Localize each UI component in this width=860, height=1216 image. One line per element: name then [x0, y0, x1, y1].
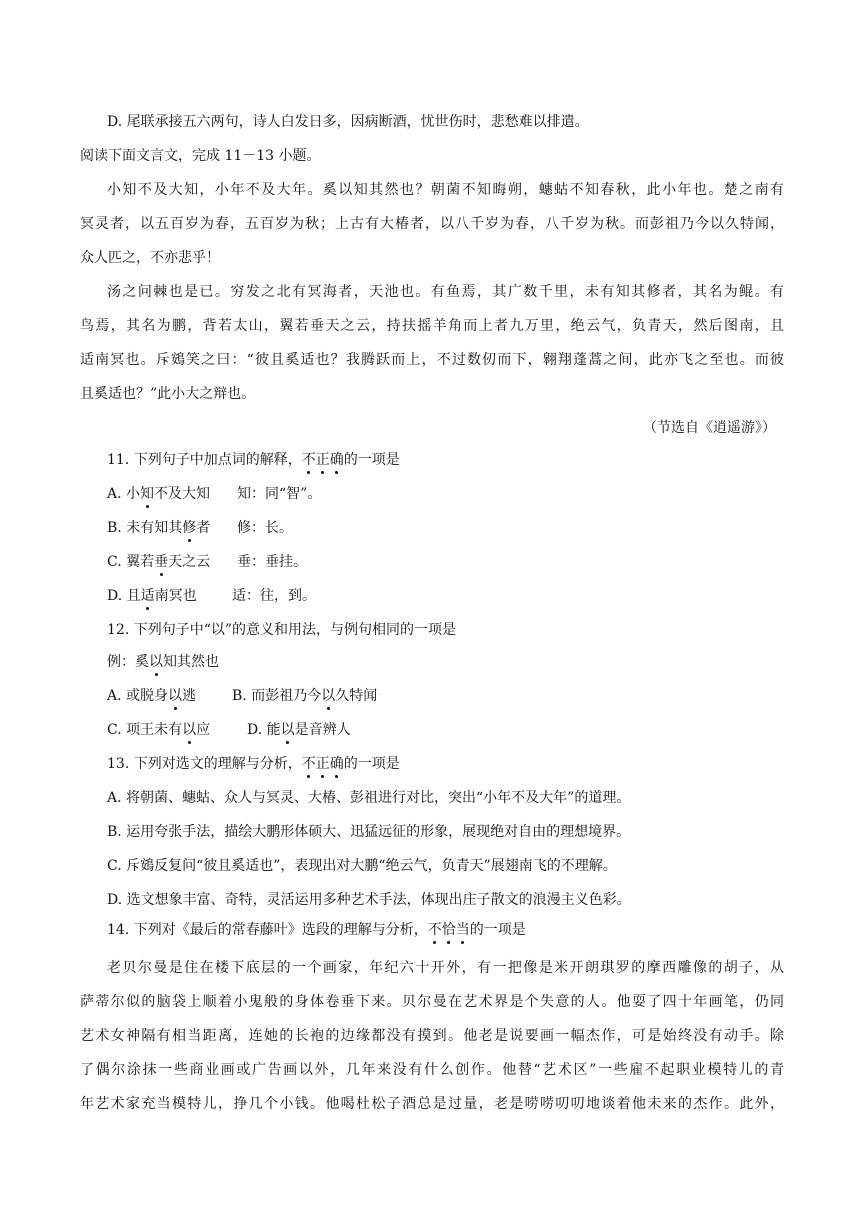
q11-option-a: A. 小知不及大知: [107, 486, 211, 502]
q14-passage-line: 年艺术家充当模特儿，挣几个小钱。他喝杜松子酒总是过量，老是唠唠叨叨地谈着他未来的杰作。此外，: [80, 1096, 784, 1112]
q12-example: 例：奚以知其然也: [107, 654, 219, 670]
q13-option-c: C. 斥鴳反复问“彼且奚适也”，表现出对大鹏“绝云气，负青天”展翅南飞的不理解。: [107, 858, 617, 874]
q12-option-c: C. 项王未有以应: [107, 722, 211, 738]
q14-passage-line: 萨蒂尔似的脑袋上顺着小鬼般的身体卷垂下来。贝尔曼在艺术界是个失意的人。他耍了四十年画笔，仍同: [80, 994, 784, 1010]
q13-stem: 13. 下列对选文的理解与分析，不正确的一项是: [107, 756, 400, 772]
q14-stem: 14. 下列对《最后的常春藤叶》选段的理解与分析，不恰当的一项是: [107, 922, 526, 938]
q14-passage-line: 了偶尔涂抹一些商业画或广告画以外，几年来没有什么创作。他替“艺术区”一些雇不起职业模特儿的青: [80, 1062, 784, 1078]
passage-p2-line: 且奚适也？”此小大之辩也。: [80, 386, 256, 402]
q11-option-b: B. 未有知其修者: [107, 520, 211, 536]
passage-p2-line: 汤之问棘也是已。穷发之北有冥海者，天池也。有鱼焉，其广数千里，未有知其修者，其名为鲲。有: [107, 284, 784, 300]
q12-option-d: D. 能以是音辨人: [247, 722, 351, 738]
q11-option-b-gloss: 修：长。: [237, 520, 293, 536]
q13-option-a: A. 将朝菌、蟪蛄、众人与冥灵、大椿、彭祖进行对比，突出“小年不及大年”的道理。: [107, 790, 631, 806]
q14-passage-line: 艺术女神隔有相当距离，连她的长袍的边缘都没有摸到。他老是说要画一幅杰作，可是始终没有动手。除: [80, 1028, 784, 1044]
q13-option-d: D. 选文想象丰富、奇特，灵活运用多种艺术手法，体现出庄子散文的浪漫主义色彩。: [107, 892, 631, 908]
q10-option-d: D. 尾联承接五六两句，诗人白发日多，因病断酒，忧世伤时，悲愁难以排遣。: [107, 114, 589, 130]
passage-source: （节选自《逍遥游》）: [643, 420, 776, 436]
q11-option-d: D. 且适南冥也: [107, 588, 197, 604]
q13-option-b: B. 运用夸张手法，描绘大鹏形体硕大、迅猛远征的形象，展现绝对自由的理想境界。: [107, 824, 631, 840]
passage-p2-line: 鸟焉，其名为鹏，背若太山，翼若垂天之云，持扶摇羊角而上者九万里，绝云气，负青天，然后图南，且: [80, 318, 784, 334]
q11-option-c-gloss: 垂：垂挂。: [237, 554, 307, 570]
q12-stem: 12. 下列句子中“以”的意义和用法，与例句相同的一项是: [107, 622, 457, 638]
passage-p1-line: 小知不及大知，小年不及大年。奚以知其然也？朝菌不知晦朔，蟪蛄不知春秋，此小年也。楚之南有: [107, 182, 784, 198]
q12-option-b: B. 而彭祖乃今以久特闻: [232, 688, 378, 704]
q14-passage-line: 老贝尔曼是住在楼下底层的一个画家，年纪六十开外，有一把像是米开朗琪罗的摩西雕像的胡子，从: [107, 960, 784, 976]
q11-option-c: C. 翼若垂天之云: [107, 554, 211, 570]
q12-option-a: A. 或脱身以逃: [107, 688, 197, 704]
reading-instruction: 阅读下面文言文，完成 11－13 小题。: [80, 148, 321, 164]
q11-option-d-gloss: 适：往，到。: [232, 588, 316, 604]
q11-option-a-gloss: 知：同“智”。: [237, 486, 322, 502]
q11-stem: 11. 下列句子中加点词的解释，不正确的一项是: [107, 452, 400, 468]
passage-p1-line: 冥灵者，以五百岁为春，五百岁为秋；上古有大椿者，以八千岁为春，八千岁为秋。而彭祖乃今以久特闻，: [80, 216, 784, 232]
passage-p1-line: 众人匹之，不亦悲乎！: [80, 250, 220, 266]
passage-p2-line: 适南冥也。斥鴳笑之曰：“彼且奚适也？我腾跃而上，不过数仞而下，翱翔蓬蒿之间，此亦飞之至也。而彼: [80, 352, 784, 368]
